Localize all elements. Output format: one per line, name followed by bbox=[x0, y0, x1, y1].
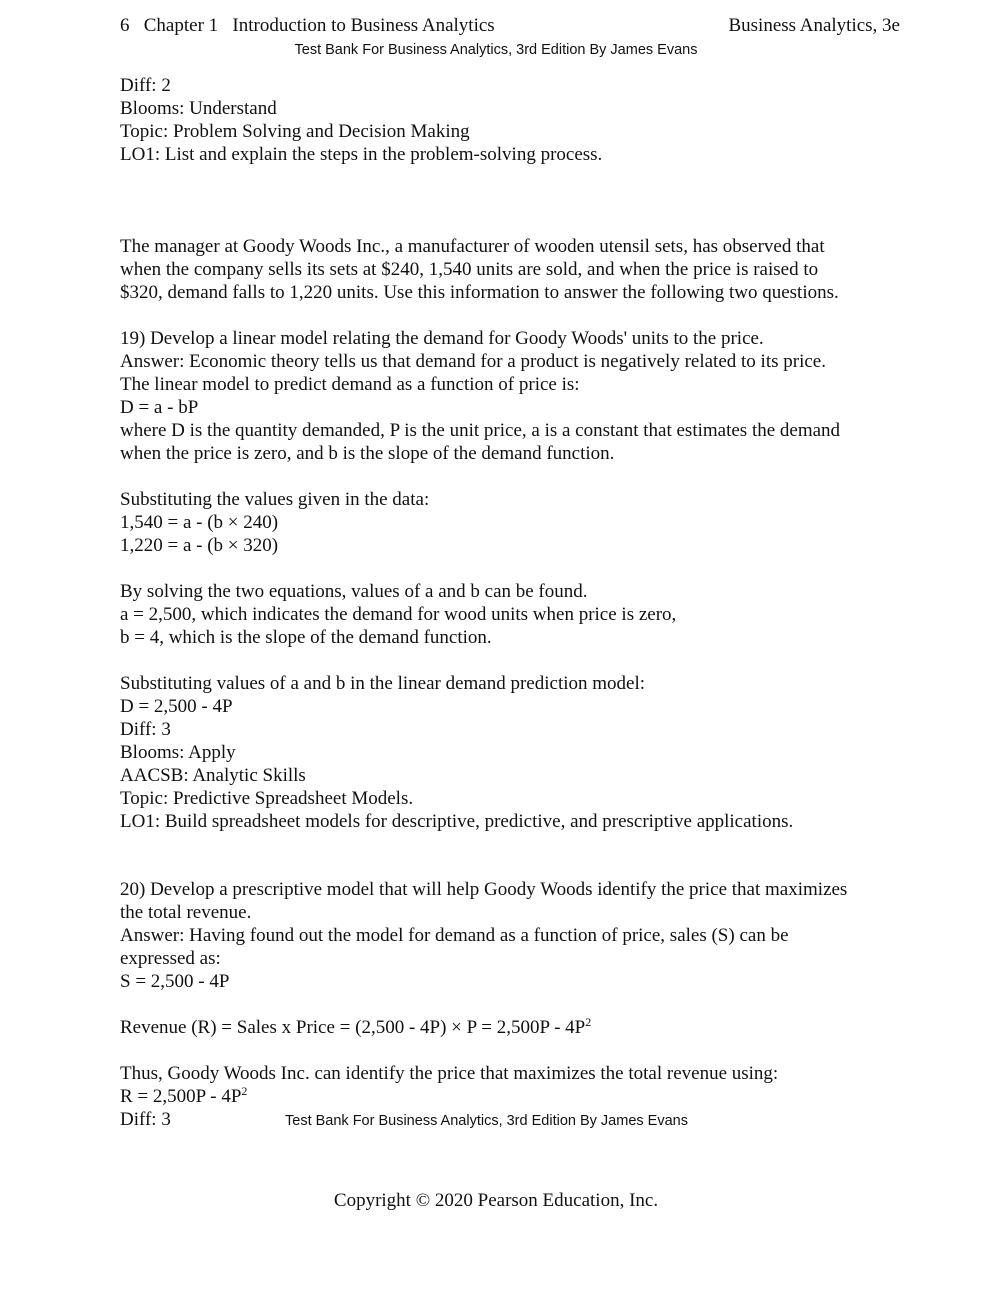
final-demand-formula: D = 2,500 - 4P bbox=[120, 696, 233, 717]
copyright-footer: Copyright © 2020 Pearson Education, Inc. bbox=[333, 1190, 659, 1211]
revenue-model bbox=[120, 1085, 847, 1108]
watermark-top: Test Bank For Business Analytics, 3rd Edition By James Evans bbox=[294, 42, 698, 58]
lo-line: LO1: List and explain the steps in the problem-solving process. bbox=[120, 144, 603, 165]
substitution-title: Substituting the values given in the data: bbox=[120, 489, 430, 510]
diff-line: Diff: 2 bbox=[120, 75, 171, 96]
chapter-label: Chapter 1 bbox=[143, 15, 219, 36]
demand-formula: D = a - bP bbox=[120, 397, 199, 418]
aacsb-line: AACSB: Analytic Skills bbox=[120, 765, 306, 786]
scenario-paragraph bbox=[120, 235, 839, 304]
sales-formula: S = 2,500 - 4P bbox=[120, 971, 230, 992]
revenue-formula bbox=[120, 1016, 847, 1039]
chapter-title: Introduction to Business Analytics bbox=[232, 15, 495, 36]
revenue-model-text: R = 2,500P - 4P bbox=[120, 1086, 242, 1107]
diff-line: Diff: 3 bbox=[120, 719, 171, 740]
answer-line: a = 2,500, which indicates the demand for wood units when price is zero, bbox=[120, 604, 677, 625]
page-number: 6 bbox=[120, 15, 130, 36]
scenario-line: The manager at Goody Woods Inc., a manufacturer of wooden utensil sets, has observed that bbox=[120, 236, 825, 257]
answer-line: b = 4, which is the slope of the demand function. bbox=[120, 627, 492, 648]
question-20-text: 20) Develop a prescriptive model that will help Goody Woods identify the price that maximizes bbox=[120, 879, 848, 900]
question-19-text: 19) Develop a linear model relating the demand for Goody Woods' units to the price. bbox=[120, 328, 764, 349]
previous-question-metadata bbox=[120, 74, 602, 166]
revenue-model-exponent: 2 bbox=[241, 1084, 248, 1098]
page-header-left bbox=[120, 14, 495, 37]
equation-1: 1,540 = a - (b × 240) bbox=[120, 512, 279, 533]
lo-line: LO1: Build spreadsheet models for descriptive, predictive, and prescriptive applications. bbox=[120, 811, 794, 832]
blooms-line: Blooms: Understand bbox=[120, 98, 277, 119]
question-20-text: the total revenue. bbox=[120, 902, 252, 923]
topic-line: Topic: Predictive Spreadsheet Models. bbox=[120, 788, 414, 809]
answer-line: Substituting values of a and b in the linear demand prediction model: bbox=[120, 673, 646, 694]
question-19 bbox=[120, 327, 840, 833]
book-title: Business Analytics, 3e bbox=[728, 15, 900, 36]
answer-line: when the price is zero, and b is the slope of the demand function. bbox=[120, 443, 615, 464]
answer-line: By solving the two equations, values of a and b can be found. bbox=[120, 581, 588, 602]
answer-line: Answer: Economic theory tells us that demand for a product is negatively related to its price. bbox=[120, 351, 826, 372]
scenario-line: $320, demand falls to 1,220 units. Use this information to answer the following two questions. bbox=[120, 282, 839, 303]
equation-2: 1,220 = a - (b × 320) bbox=[120, 535, 279, 556]
watermark-bottom: Test Bank For Business Analytics, 3rd Edition By James Evans bbox=[285, 1113, 688, 1129]
answer-line: The linear model to predict demand as a function of price is: bbox=[120, 374, 580, 395]
revenue-exponent: 2 bbox=[585, 1015, 592, 1029]
question-20 bbox=[120, 878, 847, 1131]
answer-line: where D is the quantity demanded, P is the unit price, a is a constant that estimates the demand bbox=[120, 420, 841, 441]
topic-line: Topic: Problem Solving and Decision Making bbox=[120, 121, 470, 142]
answer-line: expressed as: bbox=[120, 948, 221, 969]
answer-line: Thus, Goody Woods Inc. can identify the price that maximizes the total revenue using: bbox=[120, 1063, 779, 1084]
blooms-line: Blooms: Apply bbox=[120, 742, 236, 763]
diff-line: Diff: 3 bbox=[120, 1109, 171, 1130]
scenario-line: when the company sells its sets at $240, 1,540 units are sold, and when the price is raised to bbox=[120, 259, 819, 280]
answer-line: Answer: Having found out the model for demand as a function of price, sales (S) can be bbox=[120, 925, 789, 946]
revenue-formula-text: Revenue (R) = Sales x Price = (2,500 - 4P) × P = 2,500P - 4P bbox=[120, 1017, 586, 1038]
